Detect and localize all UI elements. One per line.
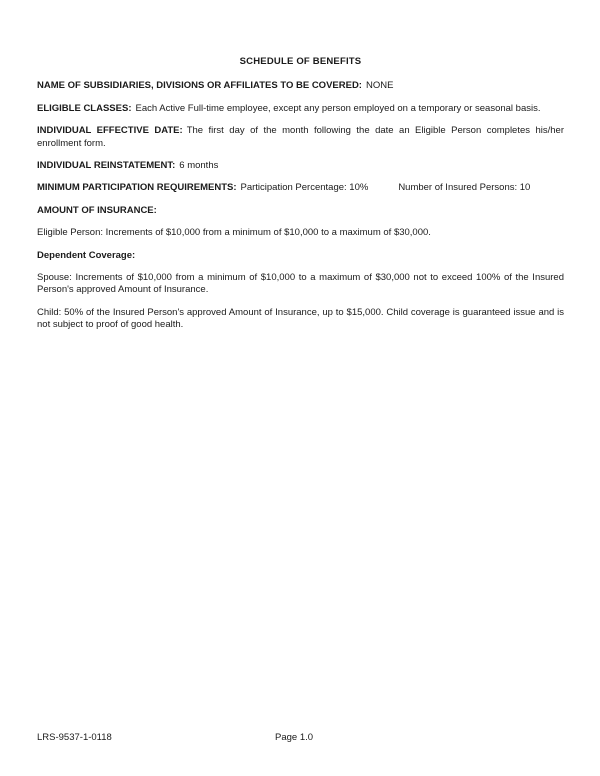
individual-reinstatement-value: 6 months bbox=[179, 160, 219, 172]
child-coverage-value: Child: 50% of the Insured Person's approved Amount of Insurance, up to $15,000. Child coverage is guaranteed issue and is not subject to proof of good health. bbox=[37, 306, 564, 331]
subsidiaries-value: NONE bbox=[365, 80, 394, 92]
child-coverage-paragraph bbox=[37, 307, 564, 332]
page-number: Page 1.0 bbox=[275, 732, 314, 743]
eligible-classes-line bbox=[37, 103, 564, 115]
subsidiaries-label: NAME OF SUBSIDIARIES, DIVISIONS OR AFFILIATES TO BE COVERED: bbox=[37, 80, 362, 92]
individual-reinstatement-line bbox=[37, 160, 564, 172]
individual-effective-date-paragraph bbox=[37, 125, 564, 150]
spouse-coverage-value: Spouse: Increments of $10,000 from a minimum of $10,000 to a maximum of $30,000 not to exceed 100% of the Insured Person's approved Amount of Insurance. bbox=[37, 272, 564, 296]
amount-of-insurance-label: AMOUNT OF INSURANCE: bbox=[37, 204, 157, 216]
page-title: SCHEDULE OF BENEFITS bbox=[239, 56, 362, 67]
eligible-person-value: Eligible Person: Increments of $10,000 from a minimum of $10,000 to a maximum of $30,000. bbox=[37, 227, 431, 239]
subsidiaries-line bbox=[37, 80, 564, 92]
individual-effective-date-value: The first day of the month following the date an Eligible Person completes his/her enrollment form. bbox=[37, 125, 564, 149]
form-number: LRS-9537-1-0118 bbox=[37, 732, 112, 743]
eligible-person-line bbox=[37, 227, 564, 239]
spouse-coverage-paragraph bbox=[37, 272, 564, 297]
participation-percentage-value: Participation Percentage: 10% bbox=[240, 182, 369, 194]
insured-persons-value: Number of Insured Persons: 10 bbox=[398, 182, 531, 194]
individual-reinstatement-label: INDIVIDUAL REINSTATEMENT: bbox=[37, 160, 176, 172]
individual-effective-date-label: INDIVIDUAL EFFECTIVE DATE: bbox=[37, 125, 183, 137]
page-footer bbox=[37, 732, 564, 744]
amount-of-insurance-heading bbox=[37, 205, 564, 217]
eligible-classes-value: Each Active Full-time employee, except any person employed on a temporary or seasonal basis. bbox=[135, 102, 541, 114]
minimum-participation-label: MINIMUM PARTICIPATION REQUIREMENTS: bbox=[37, 182, 237, 194]
minimum-participation-line bbox=[37, 182, 564, 194]
dependent-coverage-label: Dependent Coverage: bbox=[37, 249, 136, 261]
eligible-classes-label: ELIGIBLE CLASSES: bbox=[37, 102, 132, 114]
dependent-coverage-heading bbox=[37, 250, 564, 262]
